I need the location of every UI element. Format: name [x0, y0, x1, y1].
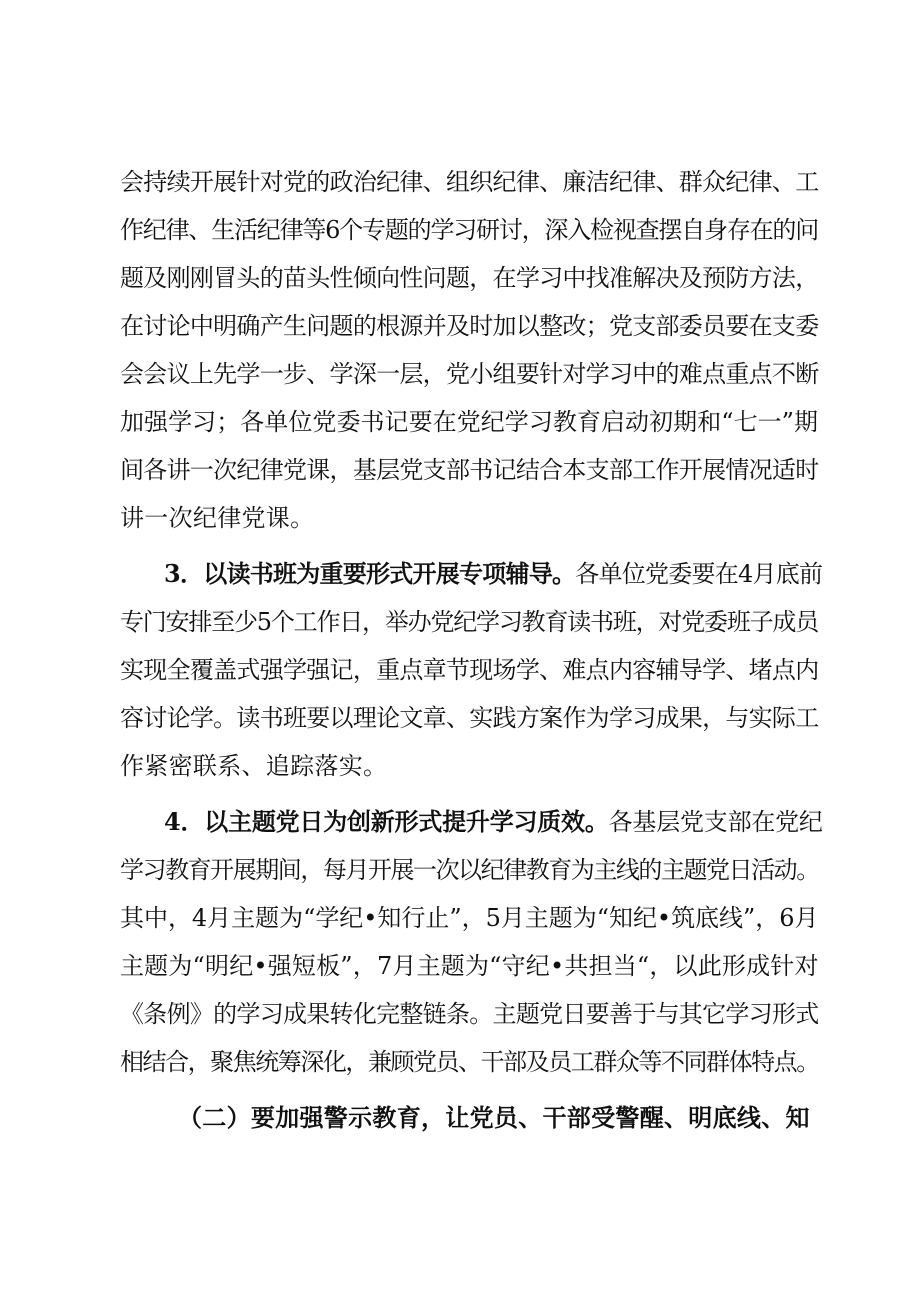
- paragraph-1-line-5: 会会议上先学一步、学深一层，党小组要针对学习中的难点重点不断: [120, 360, 819, 388]
- item-4-line-6: 相结合，聚焦统筹深化，兼顾党员、干部及员工群众等不同群体特点。: [120, 1048, 819, 1076]
- section-heading: （二）要加强警示教育，让党员、干部受警醒、明底线、知: [178, 1103, 810, 1132]
- item-4-line-2: 学习教育开展期间，每月开展一次以纪律教育为主线的主题党日活动。: [120, 856, 819, 884]
- paragraph-1-line-8: 讲一次纪律党课。: [120, 504, 315, 532]
- item-4-first-line: [164, 802, 824, 842]
- item-3-line-2: 专门安排至少5个工作日，举办党纪学习教育读书班，对党委班子成员: [120, 608, 819, 636]
- item-3-line-4: 容讨论学。读书班要以理论文章、实践方案作为学习成果，与实际工: [120, 704, 819, 732]
- item-3-line-5: 作紧密联系、追踪落实。: [120, 752, 388, 780]
- item-4-first-line-rest: 各基层党支部在党纪: [608, 808, 823, 836]
- item-3-first-line-rest: 各单位党委要在4月底前: [575, 560, 823, 588]
- paragraph-1-line-4: 在讨论中明确产生问题的根源并及时加以整改；党支部委员要在支委: [120, 312, 819, 340]
- paragraph-1-line-3: 题及刚刚冒头的苗头性倾向性问题，在学习中找准解决及预防方法，: [120, 264, 819, 292]
- paragraph-1-line-6: 加强学习；各单位党委书记要在党纪学习教育启动初期和“七一”期: [120, 408, 819, 436]
- paragraph-1-line-1: 会持续开展针对党的政治纪律、组织纪律、廉洁纪律、群众纪律、工: [120, 168, 819, 196]
- item-4-line-3: 其中，4月主题为“学纪•知行止”，5月主题为“知纪•筑底线”，6月: [120, 904, 819, 932]
- paragraph-1-line-7: 间各讲一次纪律党课，基层党支部书记结合本支部工作开展情况适时: [120, 456, 819, 484]
- item-4-line-5: 《条例》的学习成果转化完整链条。主题党日要善于与其它学习形式: [120, 1000, 819, 1028]
- item-4-line-4: 主题为“明纪•强短板”，7月主题为“守纪•共担当“，以此形成针对: [120, 952, 819, 980]
- item-3-first-line: [164, 554, 824, 594]
- paragraph-1-line-2: 作纪律、生活纪律等6个专题的学习研讨，深入检视查摆自身存在的问: [120, 216, 819, 244]
- item-3-heading: 3．以读书班为重要形式开展专项辅导。: [164, 559, 576, 588]
- item-3-line-3: 实现全覆盖式强学强记，重点章节现场学、难点内容辅导学、堵点内: [120, 656, 819, 684]
- item-4-heading: 4．以主题党日为创新形式提升学习质效。: [164, 807, 609, 836]
